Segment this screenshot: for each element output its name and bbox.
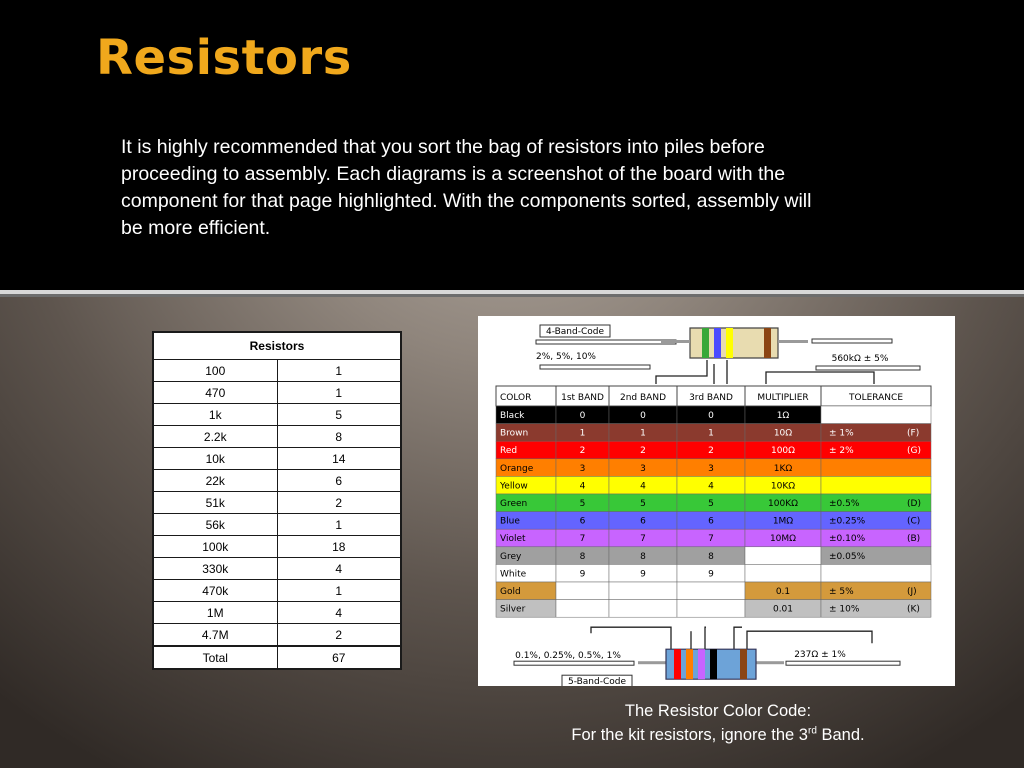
connector-line — [747, 631, 872, 649]
resistor-value-cell: 100 — [153, 360, 277, 382]
band-digit: 3 — [579, 463, 586, 474]
color-name: Green — [500, 499, 528, 509]
color-name: Blue — [500, 516, 520, 527]
resistor-lead — [756, 661, 784, 664]
table-row — [153, 602, 401, 624]
band-digit: 0 — [640, 411, 646, 421]
band-digit: 8 — [708, 551, 714, 562]
caption-line-1: The Resistor Color Code: — [624, 702, 812, 720]
tolerance-cell — [821, 406, 931, 424]
resistor-quantity-cell: 1 — [277, 580, 401, 602]
tolerance-code: (C) — [907, 516, 921, 527]
tolerance-cell — [821, 476, 931, 494]
multiplier-value: 10KΩ — [770, 481, 796, 492]
total-label-cell: Total — [153, 646, 277, 669]
column-header: 3rd BAND — [689, 393, 733, 403]
band-digit: 9 — [579, 569, 586, 580]
tolerance-value: ±0.5% — [829, 499, 860, 509]
resistor-band — [714, 328, 721, 358]
chart-caption — [478, 699, 958, 747]
resistor-count-table — [152, 331, 402, 670]
band-digit: 9 — [708, 569, 714, 580]
band-digit: 2 — [579, 446, 586, 457]
lead-indicator — [816, 366, 920, 370]
band-digit: 2 — [708, 446, 714, 457]
table-row — [153, 558, 401, 580]
multiplier-cell — [745, 564, 821, 582]
resistor-value-cell: 100k — [153, 536, 277, 558]
multiplier-value: 10Ω — [773, 428, 793, 439]
color-code-diagram — [478, 316, 955, 686]
band-digit: 7 — [579, 534, 586, 545]
resistor-value-cell: 1M — [153, 602, 277, 624]
tolerance-value: ± 1% — [829, 428, 854, 439]
color-name: Brown — [500, 428, 529, 439]
resistor-band — [710, 649, 717, 679]
table-row — [153, 536, 401, 558]
tolerance-code: (F) — [907, 428, 920, 439]
table-body — [153, 360, 401, 670]
band-digit: 6 — [640, 516, 646, 527]
color-code-chart — [478, 316, 955, 686]
resistor-quantity-cell: 1 — [277, 514, 401, 536]
tolerance-code: (B) — [907, 534, 921, 545]
band-digit: 8 — [640, 551, 646, 562]
resistor-value-cell: 470k — [153, 580, 277, 602]
multiplier-cell — [745, 547, 821, 565]
table-header: Resistors — [153, 332, 401, 360]
color-name: White — [500, 569, 527, 580]
table-row — [153, 514, 401, 536]
band-digit: 1 — [640, 428, 646, 439]
resistor-quantity-cell: 4 — [277, 602, 401, 624]
tolerance-value: ± 10% — [829, 604, 860, 615]
resistor-quantity-cell: 1 — [277, 360, 401, 382]
resistor-value-cell: 330k — [153, 558, 277, 580]
table-row — [153, 360, 401, 382]
color-name: Yellow — [500, 481, 528, 492]
band-digit: 1 — [579, 428, 586, 439]
band-digit: 4 — [640, 481, 646, 492]
multiplier-value: 100KΩ — [768, 499, 798, 509]
band-digit: 0 — [708, 411, 714, 421]
multiplier-value: 1KΩ — [773, 463, 793, 474]
connector-line — [591, 627, 671, 649]
band-cell — [677, 600, 745, 618]
five-band-label: 5-Band-Code — [567, 677, 627, 686]
lead-indicator — [536, 340, 676, 344]
band-digit: 5 — [708, 499, 714, 509]
lead-indicator — [812, 339, 892, 343]
column-header: 2nd BAND — [620, 393, 666, 403]
tolerance-code: (G) — [907, 446, 921, 457]
column-header: MULTIPLIER — [757, 393, 809, 403]
slide-body-text: It is highly recommended that you sort the bag of resistors into piles before proceeding to assembly. Each diagrams is a screenshot of the board with the component for that page highlighted. With the components sorted, assembly will be more efficient. — [121, 136, 812, 239]
color-name: Black — [500, 411, 525, 421]
table-row — [153, 404, 401, 426]
resistor-value-cell: 4.7M — [153, 624, 277, 647]
multiplier-value: 1MΩ — [772, 516, 794, 527]
band-digit: 6 — [579, 516, 586, 527]
caption-line-2-end: Band. — [816, 726, 865, 744]
band-digit: 4 — [579, 481, 586, 492]
resistor-band — [686, 649, 693, 679]
tolerance-value: ±0.10% — [829, 534, 866, 545]
resistor-value-cell: 10k — [153, 448, 277, 470]
color-name: Gold — [500, 587, 521, 597]
band-cell — [609, 582, 677, 600]
multiplier-value: 0.01 — [772, 604, 794, 615]
tolerance-value: ±0.25% — [829, 516, 866, 527]
resistor-band — [740, 649, 747, 679]
resistor-quantity-cell: 2 — [277, 624, 401, 647]
resistor-value-cell: 22k — [153, 470, 277, 492]
resistor-band — [702, 328, 709, 358]
resistor-value-cell: 470 — [153, 382, 277, 404]
column-header: COLOR — [500, 393, 532, 403]
table-row — [153, 624, 401, 647]
band-digit: 4 — [708, 481, 714, 492]
connector-line — [734, 627, 742, 649]
table-header-row — [153, 332, 401, 360]
resistor-lead — [638, 661, 666, 664]
band-digit: 6 — [708, 516, 714, 527]
lead-indicator — [786, 661, 900, 665]
lead-indicator — [514, 661, 634, 665]
band-digit: 3 — [640, 463, 646, 474]
caption-line-2 — [478, 723, 958, 747]
column-header: TOLERANCE — [848, 393, 904, 403]
band-digit: 5 — [640, 499, 646, 509]
four-band-example-label: 560kΩ ± 5% — [831, 354, 889, 364]
resistor-quantity-cell: 2 — [277, 492, 401, 514]
table-row — [153, 580, 401, 602]
four-band-label: 4-Band-Code — [545, 327, 605, 337]
band-digit: 5 — [579, 499, 586, 509]
band-digit: 9 — [640, 569, 646, 580]
resistor-quantity-cell: 1 — [277, 382, 401, 404]
tolerance-code: (K) — [907, 604, 920, 615]
total-quantity-cell: 67 — [277, 646, 401, 669]
multiplier-value: 100Ω — [770, 446, 796, 457]
resistor-band — [764, 328, 771, 358]
column-header: 1st BAND — [561, 393, 604, 403]
band-digit: 8 — [579, 551, 586, 562]
multiplier-value: 1Ω — [776, 411, 790, 421]
band-cell — [556, 600, 609, 618]
tolerance-cell — [821, 564, 931, 582]
band-digit: 7 — [708, 534, 714, 545]
resistor-quantity-cell: 5 — [277, 404, 401, 426]
band-digit: 7 — [640, 534, 646, 545]
tolerance-code: (J) — [907, 587, 917, 597]
caption-line-2-text: For the kit resistors, ignore the 3 — [571, 726, 808, 744]
band-digit: 2 — [640, 446, 646, 457]
band-cell — [609, 600, 677, 618]
connector-line — [766, 372, 874, 384]
resistor-lead — [661, 340, 690, 343]
five-band-example-label: 237Ω ± 1% — [794, 650, 846, 661]
color-name: Orange — [500, 463, 534, 474]
band-digit: 1 — [708, 428, 714, 439]
connector-line — [705, 627, 706, 649]
band-digit: 0 — [579, 411, 586, 421]
resistor-value-cell: 2.2k — [153, 426, 277, 448]
resistor-band — [726, 328, 733, 358]
tolerance-value: ± 5% — [829, 587, 854, 597]
resistor-band — [674, 649, 681, 679]
four-band-tolerance-label: 2%, 5%, 10% — [535, 352, 597, 362]
color-name: Violet — [500, 534, 526, 545]
resistor-quantity-cell: 8 — [277, 426, 401, 448]
connector-line — [656, 360, 707, 384]
band-cell — [556, 582, 609, 600]
table-row — [153, 426, 401, 448]
tolerance-cell — [821, 459, 931, 477]
resistor-lead — [778, 340, 808, 343]
slide-title: Resistors — [96, 30, 352, 86]
resistor-value-cell: 1k — [153, 404, 277, 426]
tolerance-value: ±0.05% — [829, 551, 866, 562]
resistor-quantity-cell: 6 — [277, 470, 401, 492]
band-digit: 3 — [708, 463, 714, 474]
caption-superscript: rd — [807, 725, 817, 737]
tolerance-code: (D) — [907, 499, 921, 509]
color-name: Silver — [500, 604, 526, 615]
band-cell — [677, 582, 745, 600]
five-band-tolerance-label: 0.1%, 0.25%, 0.5%, 1% — [515, 651, 621, 662]
resistor-quantity-cell: 14 — [277, 448, 401, 470]
tolerance-value: ± 2% — [829, 446, 854, 457]
table-row — [153, 492, 401, 514]
color-name: Grey — [500, 551, 522, 562]
multiplier-value: 0.1 — [775, 587, 791, 597]
lead-indicator — [540, 365, 650, 369]
resistor-quantity-cell: 18 — [277, 536, 401, 558]
multiplier-value: 10MΩ — [769, 534, 797, 545]
resistor-quantity-cell: 4 — [277, 558, 401, 580]
title-divider-shadow — [0, 294, 1024, 297]
table-row — [153, 448, 401, 470]
resistor-value-cell: 51k — [153, 492, 277, 514]
table-row — [153, 470, 401, 492]
table-total-row — [153, 646, 401, 669]
resistor-band — [698, 649, 705, 679]
color-name: Red — [500, 446, 518, 457]
table-row — [153, 382, 401, 404]
resistor-value-cell: 56k — [153, 514, 277, 536]
